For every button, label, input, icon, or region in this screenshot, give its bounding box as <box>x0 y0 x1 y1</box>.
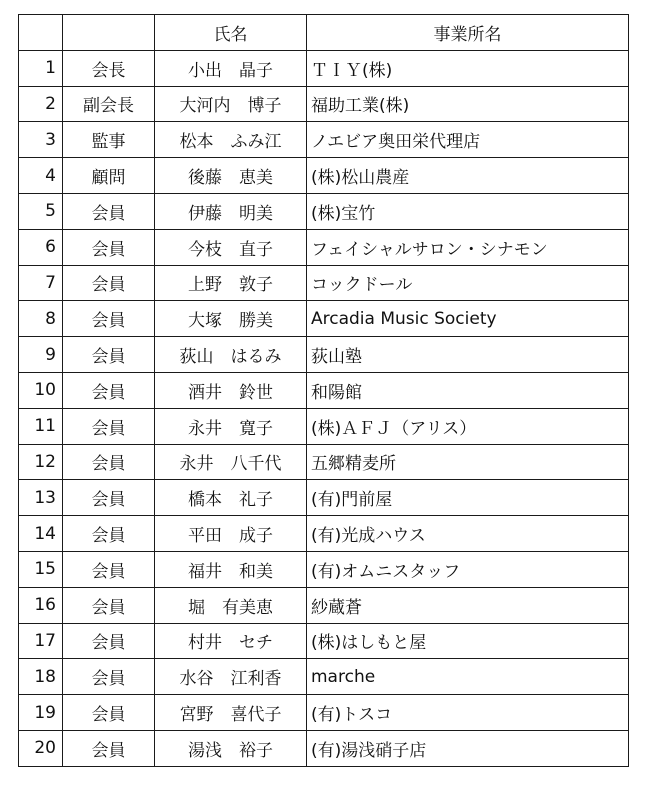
row-office: Arcadia Music Society <box>307 301 629 337</box>
row-office: (有)湯浅硝子店 <box>307 730 629 766</box>
row-name: 橋本 礼子 <box>155 480 307 516</box>
row-name: 水谷 江利香 <box>155 659 307 695</box>
row-number: 2 <box>19 86 63 122</box>
table-row <box>19 86 629 122</box>
row-name: 後藤 恵美 <box>155 158 307 194</box>
table-row <box>19 301 629 337</box>
table-row <box>19 480 629 516</box>
row-number: 16 <box>19 587 63 623</box>
table-row <box>19 265 629 301</box>
row-role: 会員 <box>63 730 155 766</box>
table-row <box>19 623 629 659</box>
row-number: 10 <box>19 372 63 408</box>
table-row <box>19 193 629 229</box>
row-name: 宮野 喜代子 <box>155 695 307 731</box>
row-role: 会員 <box>63 337 155 373</box>
row-role: 副会長 <box>63 86 155 122</box>
row-role: 監事 <box>63 122 155 158</box>
table-row <box>19 659 629 695</box>
row-role: 会員 <box>63 695 155 731</box>
table-body <box>19 50 629 766</box>
row-role: 会員 <box>63 551 155 587</box>
table-row <box>19 551 629 587</box>
table-row <box>19 372 629 408</box>
row-role: 会員 <box>63 480 155 516</box>
row-number: 14 <box>19 516 63 552</box>
row-number: 11 <box>19 408 63 444</box>
row-office: 紗蔵蒼 <box>307 587 629 623</box>
row-number: 17 <box>19 623 63 659</box>
row-number: 15 <box>19 551 63 587</box>
row-name: 堀 有美恵 <box>155 587 307 623</box>
row-name: 今枝 直子 <box>155 229 307 265</box>
table-row <box>19 730 629 766</box>
row-office: ノエビア奥田栄代理店 <box>307 122 629 158</box>
row-role: 会員 <box>63 229 155 265</box>
row-name: 小出 晶子 <box>155 50 307 86</box>
row-role: 会員 <box>63 408 155 444</box>
row-name: 湯浅 裕子 <box>155 730 307 766</box>
row-number: 19 <box>19 695 63 731</box>
row-role: 会員 <box>63 265 155 301</box>
table-row <box>19 444 629 480</box>
row-office: フェイシャルサロン・シナモン <box>307 229 629 265</box>
header-name: 氏名 <box>155 15 307 51</box>
row-number: 12 <box>19 444 63 480</box>
row-office: (有)門前屋 <box>307 480 629 516</box>
row-name: 村井 セチ <box>155 623 307 659</box>
header-office: 事業所名 <box>307 15 629 51</box>
row-role: 会員 <box>63 193 155 229</box>
table-row <box>19 337 629 373</box>
table-header-row <box>19 15 629 51</box>
member-table <box>18 14 629 767</box>
row-number: 9 <box>19 337 63 373</box>
row-number: 3 <box>19 122 63 158</box>
row-office: (株)宝竹 <box>307 193 629 229</box>
row-office: 和陽館 <box>307 372 629 408</box>
row-office: marche <box>307 659 629 695</box>
row-role: 会員 <box>63 301 155 337</box>
table-row <box>19 587 629 623</box>
row-role: 会員 <box>63 444 155 480</box>
row-role: 会員 <box>63 372 155 408</box>
row-name: 永井 寛子 <box>155 408 307 444</box>
row-number: 13 <box>19 480 63 516</box>
row-office: 五郷精麦所 <box>307 444 629 480</box>
row-number: 8 <box>19 301 63 337</box>
table-row <box>19 158 629 194</box>
row-name: 荻山 はるみ <box>155 337 307 373</box>
row-name: 福井 和美 <box>155 551 307 587</box>
row-office: ＴＩＹ(株) <box>307 50 629 86</box>
row-number: 1 <box>19 50 63 86</box>
table-row <box>19 50 629 86</box>
table-row <box>19 229 629 265</box>
row-number: 18 <box>19 659 63 695</box>
row-office: (有)光成ハウス <box>307 516 629 552</box>
row-office: (有)オムニスタッフ <box>307 551 629 587</box>
row-office: (株)ＡＦＪ（アリス） <box>307 408 629 444</box>
row-number: 20 <box>19 730 63 766</box>
row-role: 会長 <box>63 50 155 86</box>
row-office: (有)トスコ <box>307 695 629 731</box>
table-row <box>19 408 629 444</box>
table-row <box>19 122 629 158</box>
row-role: 会員 <box>63 516 155 552</box>
header-number <box>19 15 63 51</box>
row-name: 平田 成子 <box>155 516 307 552</box>
row-name: 伊藤 明美 <box>155 193 307 229</box>
table-row <box>19 695 629 731</box>
table-row <box>19 516 629 552</box>
row-number: 6 <box>19 229 63 265</box>
row-number: 4 <box>19 158 63 194</box>
row-name: 大河内 博子 <box>155 86 307 122</box>
row-role: 会員 <box>63 623 155 659</box>
row-name: 永井 八千代 <box>155 444 307 480</box>
header-role <box>63 15 155 51</box>
row-name: 酒井 鈴世 <box>155 372 307 408</box>
row-role: 顧問 <box>63 158 155 194</box>
row-office: (株)はしもと屋 <box>307 623 629 659</box>
row-role: 会員 <box>63 587 155 623</box>
row-office: 荻山塾 <box>307 337 629 373</box>
row-role: 会員 <box>63 659 155 695</box>
row-name: 大塚 勝美 <box>155 301 307 337</box>
row-office: 福助工業(株) <box>307 86 629 122</box>
row-number: 7 <box>19 265 63 301</box>
row-office: (株)松山農産 <box>307 158 629 194</box>
row-office: コックドール <box>307 265 629 301</box>
row-name: 松本 ふみ江 <box>155 122 307 158</box>
row-number: 5 <box>19 193 63 229</box>
row-name: 上野 敦子 <box>155 265 307 301</box>
